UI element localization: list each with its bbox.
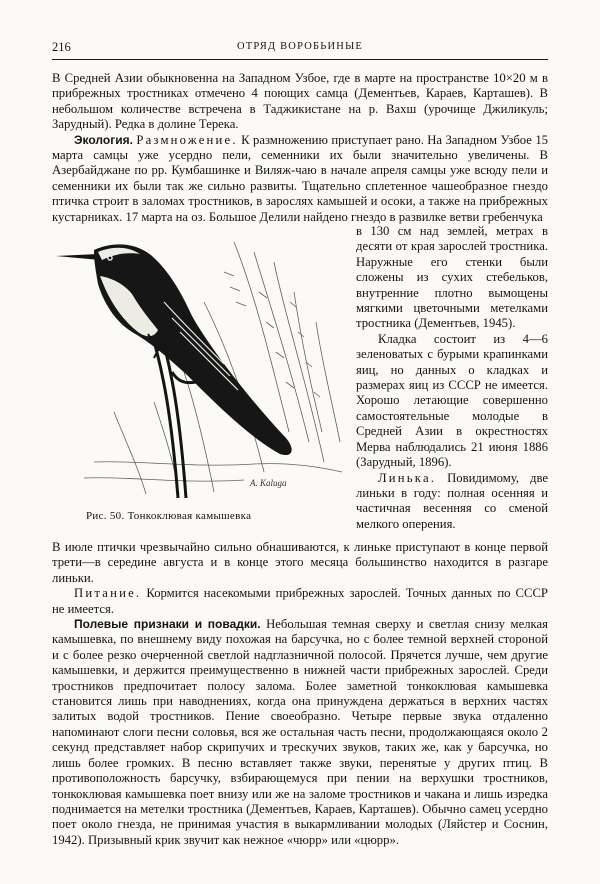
warbler-drawing [54, 232, 346, 500]
ecology-paragraph [52, 133, 548, 225]
molt-text: Повидимому, две линьки в году: полная осенняя и частичная весенняя со сменой мелкого оперения. [356, 470, 548, 531]
figure-caption: Рис. 50. Тонкоклювая камышевка [86, 510, 252, 522]
header-rule [52, 59, 548, 60]
nest-paragraph: в 130 см над землей, метрах в десяти от края зарослей тростника. Наружные его стенки были сложены из сухих стебельков, внутренние плотно вымощены мягкими цветочными метелками тростника (Дементьев, 1945). [356, 224, 548, 331]
field-marks-text: Небольшая темная сверху и светлая снизу мелкая камышевка, по внешнему виду похожая на барсучка, но с более темной верхней стороной и с более резко очерченной светлой надглазничной полосой. Прячется лучше, чем другие камышевки, и держится преимущественно в нижней части прибрежных зарослей. Среди тростников предпочитает полосу залома. Более заметной тонкоклювая камышевка становится лишь при наводнениях, когда она принуждена держаться в верхних частях залитых водой тростников. Пение своеобразно. Четыре первые звука отдаленно напоминают слоги песни соловья, вся же остальная часть песни, продолжающаяся около 2 секунд представляет набор скрипучих и трескучих звуков, таких же, как у барсучка, но лишь более громких. В песню вставляет также звуки, перенятые у других птиц. В противоположность барсучку, взбирающемуся при пении на верхушки тростников, тонкоклювая камышевка поет внизу или же на заломе тростников и чакана и лишь изредка поднимается на метелки тростника (Дементьев, Караев, Карташев). Обычно самец усердно поет около гнезда, не принимая участия в выкармливании молодых (Ляйстер и Соснин, 1942). Призывный крик звучит как нежное «чюрр» или «цюрр». [52, 617, 548, 847]
page-number: 216 [52, 40, 71, 54]
distribution-paragraph: В Средней Азии обыкновенна на Западном Узбое, где в марте на пространстве 10×20 м в прибрежных тростниках отмечено 4 поющих самца (Дементьев, Караев, Карташев). В небольшом количестве встречена в Таджикистане на р. Вахш (урочище Джиликуль; Зарудный). Редка в долине Терека. [52, 71, 548, 132]
molt-paragraph [356, 471, 548, 533]
ecology-heading: Экология. [74, 132, 133, 147]
right-text-column [356, 224, 548, 532]
bird-body [56, 244, 292, 455]
field-marks-paragraph [52, 617, 548, 848]
running-header [52, 40, 548, 56]
breeding-subheading: Размножение. [136, 132, 238, 147]
bottom-text-block [52, 540, 548, 848]
feeding-subheading: Питание. [74, 586, 142, 601]
ecology-text: К размножению приступает рано. На Западном Узбое 15 марта самцы уже усердно пели, семенники их были значительно увеличены. В Азербайджане по рр. Кумбашинке и Виляж-чаю в начале апреля самцы уже всюду пели и семенники их были так же сильно развиты. Тщательно сплетенное чашеобразное гнездо птичка строит в заломах тростников, в зарослях камышей и осоки, а также на прибрежных кустарниках. 17 марта на оз. Большое Делили найдено гнездо в развилке ветви гребенчука [52, 132, 549, 224]
molt-continuation-paragraph: В июле птички чрезвычайно сильно обнашиваются, к линьке приступают в конце первой трети—в середине августа и в конце этого месяца большинство находится в разгаре линьки. [52, 540, 548, 585]
field-marks-heading: Полевые признаки и повадки. [74, 617, 261, 632]
molt-subheading: Линька. [378, 470, 437, 485]
feeding-text: Кормится насекомыми прибрежных зарослей. Точных данных по СССР не имеется. [52, 586, 548, 616]
artist-signature [249, 478, 287, 488]
top-text-block [52, 71, 548, 225]
feeding-paragraph [52, 586, 548, 617]
running-title: ОТРЯД ВОРОБЬИНЫЕ [236, 41, 364, 52]
bird-illustration [54, 232, 346, 500]
signature-text: A. Kaluga [250, 478, 287, 488]
clutch-paragraph: Кладка состоит из 4—6 зеленоватых с бурыми крапинками яиц, но данных о кладках и размерах яиц из СССР не имеется. Хорошо летающие совершенно самостоятельные молодые в Средней Азии в окрестностях Мерва наблюдались 21 июня 1886 (Зарудный, 1896). [356, 331, 548, 470]
